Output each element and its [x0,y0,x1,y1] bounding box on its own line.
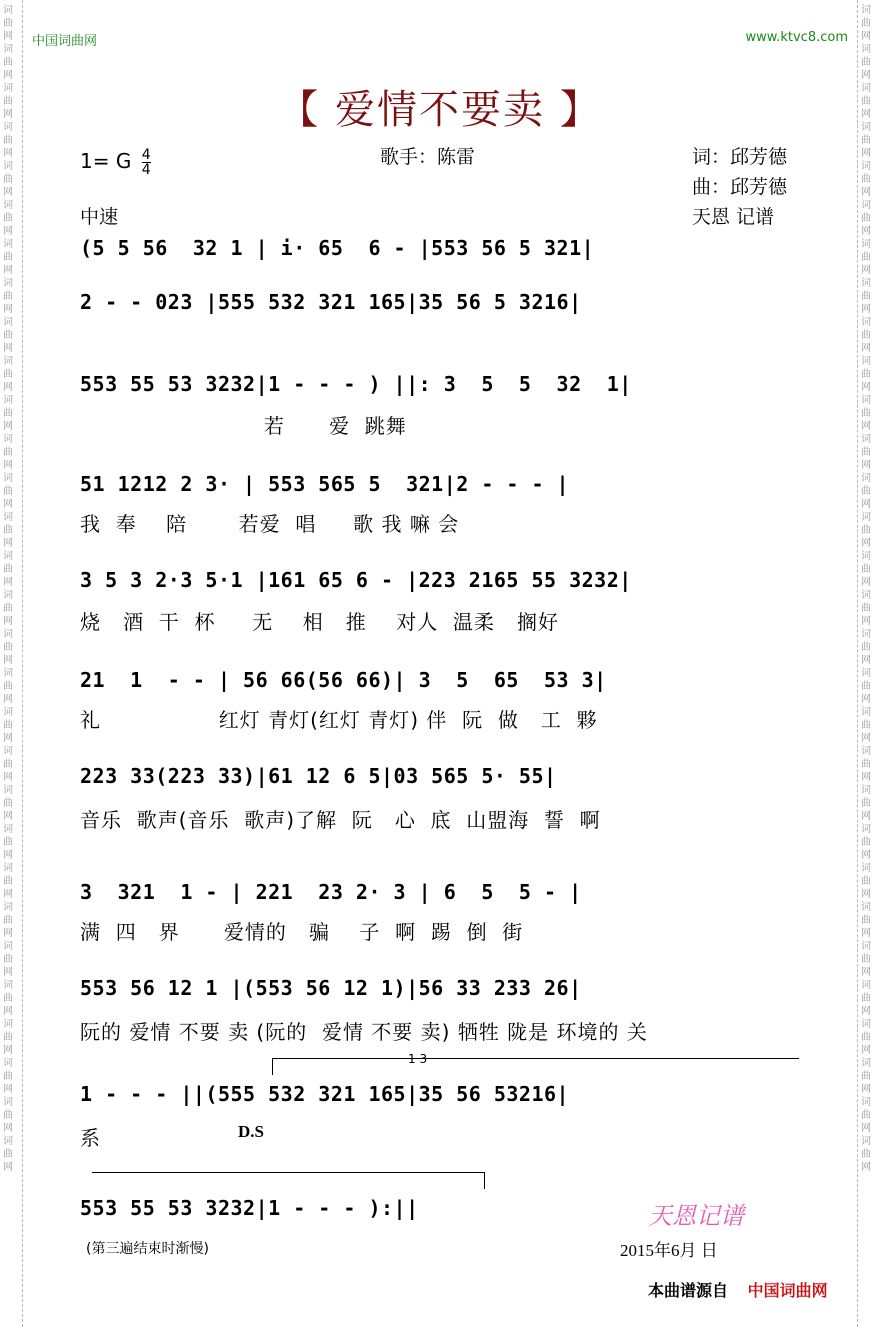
source-brand[interactable]: 中国词曲网 [747,1281,828,1300]
volta-bracket-1 [272,1058,799,1075]
volta-1-label: 1 3 [408,1052,428,1066]
source-label: 本曲谱源自 [648,1281,729,1300]
key-signature [80,148,151,177]
tempo-marking: 中速 [80,206,119,228]
score-row-9-lyric: 阮的 爱情 不要 卖 (阮的 爱情 不要 卖) 牺牲 陇是 环境的 关 [80,1020,648,1044]
score-row-4-notes: 51 1212 2 3· | 553 565 5 321|2 - - - | [80,472,570,496]
score-row-3-lyric: 若 爱 跳舞 [80,414,407,438]
time-denominator: 4 [141,162,151,178]
score-row-7-lyric: 音乐 歌声(音乐 歌声)了解 阮 心 底 山盟海 誓 啊 [80,808,601,832]
score-row-6-lyric: 礼 红灯 青灯(红灯 青灯) 伴 阮 做 工 夥 [80,708,598,732]
performance-note: (第三遍结束时渐慢) [86,1241,209,1257]
time-numerator: 4 [141,147,151,163]
score-row-3-notes: 553 55 53 3232|1 - - - ) ||: 3 5 5 32 1| [80,372,632,396]
left-watermark-text: 词曲网词曲网词曲网词曲网词曲网词曲网词曲网词曲网词曲网词曲网词曲网词曲网词曲网词曲网词曲网词曲网词曲网词曲网词曲网词曲网词曲网词曲网词曲网词曲网词曲网词曲网词曲网词曲网词曲网词曲网 [3,5,13,1173]
singer-credit: 歌手：陈雷 [380,146,476,168]
score-row-8-notes: 3 321 1 - | 221 23 2· 3 | 6 5 5 - | [80,880,582,904]
transcription-date: 2015年6月 日 [620,1241,718,1260]
ds-mark: D.S [238,1122,264,1141]
score-row-2-notes: 2 - - 023 |555 532 321 165|35 56 5 3216| [80,290,582,314]
site-url[interactable]: www.ktvc8.com [745,30,848,45]
left-margin-strip [0,0,23,1327]
right-margin-strip [857,0,880,1327]
score-row-4-lyric: 我 奉 陪 若爱 唱 歌 我 嘛 会 [80,512,460,536]
score-row-7-notes: 223 33(223 33)|61 12 6 5|03 565 5· 55| [80,764,557,788]
transcriber-credit: 天恩 记谱 [692,206,775,228]
score-row-6-notes: 21 1 - - | 56 66(56 66)| 3 5 65 53 3| [80,668,607,692]
time-signature [142,148,151,177]
source-footer [648,1278,828,1301]
volta-bracket-2 [92,1172,485,1189]
composer-credit: 曲：邱芳德 [692,176,788,198]
site-name[interactable]: 中国词曲网 [32,34,98,49]
transcriber-stamp: 天恩记谱 [648,1204,744,1230]
score-row-10-lyric: 系 [80,1126,101,1150]
right-watermark-text: 词曲网词曲网词曲网词曲网词曲网词曲网词曲网词曲网词曲网词曲网词曲网词曲网词曲网词曲网词曲网词曲网词曲网词曲网词曲网词曲网词曲网词曲网词曲网词曲网词曲网词曲网词曲网词曲网词曲网词曲网 [861,5,871,1173]
score-row-1-notes: (5 5 56 32 1 | i· 65 6 - |553 56 5 321| [80,236,595,260]
score-row-5-notes: 3 5 3 2·3 5·1 |161 65 6 - |223 2165 55 3232| [80,568,632,592]
score-row-11-notes: 553 55 53 3232|1 - - - ):|| [80,1196,419,1220]
score-row-9-notes: 553 56 12 1 |(553 56 12 1)|56 33 233 26| [80,976,582,1000]
song-title: 【 爱情不要卖 】 [278,87,602,133]
lyricist-credit: 词：邱芳德 [692,146,788,168]
score-row-10-notes: 1 - - - ||(555 532 321 165|35 56 53216| [80,1082,570,1106]
score-row-5-lyric: 烧 酒 干 杯 无 相 推 对人 温柔 搁好 [80,610,560,634]
score-row-8-lyric: 满 四 界 爱情的 骗 子 啊 踢 倒 街 [80,920,524,944]
key-label: 1= G [80,149,132,173]
